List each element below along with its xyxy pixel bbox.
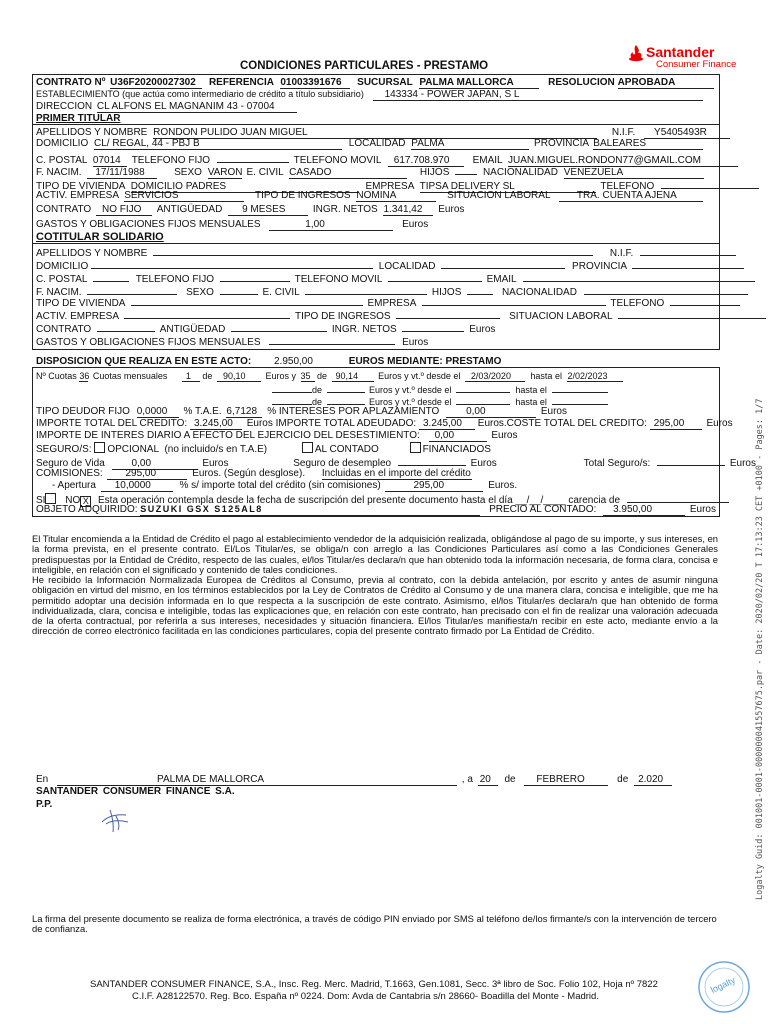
importe-row: IMPORTE TOTAL DEL CREDITO: 3.245,00 Euros IMPORTE TOTAL ADEUDADO: 3.245,00 Euros.COSTE TOTAL DEL CREDITO: 295,00 Euros bbox=[36, 418, 733, 429]
contado-checkbox[interactable] bbox=[302, 442, 313, 453]
disposicion-row: DISPOSICION QUE REALIZA EN ESTE ACTO: 2.950,00 EUROS MEDIANTE: PRESTAMO bbox=[36, 356, 502, 367]
comisiones-row: COMISIONES: 295,00 Euros. (Según desglose). Incluidas en el importe del crédito bbox=[36, 468, 471, 479]
interes-diario-row: IMPORTE DE INTERES DIARIO A EFECTO DEL EJERCICIO DEL DESESTIMIENTO: 0,00 Euros bbox=[36, 430, 518, 441]
opcional-checkbox[interactable] bbox=[94, 442, 105, 453]
cotitular-row-4: F. NACIM. SEXO E. CIVIL HIJOS NACIONALIDAD bbox=[36, 284, 748, 298]
cotitular-row-3: C. POSTAL TELEFONO FIJO TELEFONO MOVIL EMAIL bbox=[36, 271, 755, 285]
body-paragraph-1: El Titular encomienda a la Entidad de Crédito el pago al establecimiento vendedor de la adquisición realizada, obligándose al pago de su importe, y sus intereses, en la forma prevista, en el presente contrato. El/Los Titular/es, se obliga/n con arreglo a las Condiciones Particulares así como a las Condiciones Generales predispuestas por la Entidad de Crédito, respecto de las cuales, el/los Titular/es declara/n que han obtenido toda la información necesaria, de forma clara, concisa e inteligible, en relación con el significado y contenido de tales condiciones. bbox=[32, 533, 718, 575]
cotitular-row-5: TIPO DE VIVIENDA EMPRESA TELEFONO bbox=[36, 295, 740, 309]
page-title: CONDICIONES PARTICULARES - PRESTAMO bbox=[240, 60, 489, 72]
cotitular-heading: COTITULAR SOLIDARIO bbox=[36, 231, 164, 243]
pp-label: P.P. bbox=[36, 799, 53, 810]
seal-text: logalty bbox=[709, 974, 737, 996]
cotitular-row-8: GASTOS Y OBLIGACIONES FIJOS MENSUALES Euros bbox=[36, 334, 428, 348]
brand-logo bbox=[628, 44, 743, 76]
cuotas-row-2: de Euros y vt.º desde el hasta el bbox=[272, 382, 608, 395]
primer-titular-heading: PRIMER TITULAR bbox=[36, 113, 121, 124]
brand-subtitle: Consumer Finance bbox=[656, 59, 737, 70]
handwritten-signature bbox=[96, 806, 136, 834]
titular-row-3: C. POSTAL 07014 TELEFONO FIJO TELEFONO MOVIL 617.708.970 EMAIL JUAN.MIGUEL.RONDON77@GMAIL.COM bbox=[36, 152, 738, 167]
body-paragraph-2: He recibido la Información Normalizada Europea de Créditos al Consumo, previa al contrato, con la debida antelación, por escrito y antes de asumir ninguna obligación en virtud del mismo, en los términos establecidos por la Ley de Contratos de Crédito al Consumo y de una manera clara, concisa e inteligible, que me ha permitido adoptar una decisión informada en lo que respecta a la suscripción de este contrato. Asimismo, el/los Titular/es declara/n que han obtenido de forma individualizada, clara, concisa e inteligible, todas las explicaciones que, en relación con este contrato, han precisado con el fin de realizar una valoración adecuada de la oferta contractual, por referirla a sus intereses, necesidades y situación financiera. El/los Titular/es manifiesta/n recibir en este acto, mediante envío a la dirección de correo electrónico facilitada en las condiciones particulares, copia del presente contrato firmado por La Entidad de Crédito. bbox=[32, 574, 718, 637]
footer-line-1: SANTANDER CONSUMER FINANCE, S.A., Insc. Reg. Merc. Madrid, T.1663, Gen.1081, Secc. 3ª libro de Soc. Folio 102, Hoja nº 7822 bbox=[90, 979, 658, 990]
titular-row-8: GASTOS Y OBLIGACIONES FIJOS MENSUALES 1,00 Euros bbox=[36, 219, 429, 230]
firma-note: La firma del presente documento se realiza de forma electrónica, a través de código PIN enviado por SMS al teléfono de/los firmante/s con la intervención de tercero de confianza. bbox=[32, 913, 717, 935]
place-date-row: En PALMA DE MALLORCA , a 20 de FEBRERO de 2.020 bbox=[36, 774, 672, 786]
direccion-row: DIRECCION CL ALFONS EL MAGNANIM 43 - 07004 bbox=[36, 101, 297, 113]
section-divider bbox=[32, 124, 720, 125]
entity-name: SANTANDER CONSUMER FINANCE S.A. bbox=[36, 786, 235, 797]
cotitular-row-6: ACTIV. EMPRESA TIPO DE INGRESOS SITUACION LABORAL bbox=[36, 308, 766, 322]
titular-row-6: ACTIV. EMPRESA SERVICIOS TIPO DE INGRESOS NOMINA SITUACION LABORAL TRA. CUENTA AJENA bbox=[36, 190, 703, 202]
titular-row-1: APELLIDOS Y NOMBRE RONDON PULIDO JUAN MIGUEL N.I.F. Y5405493R bbox=[36, 127, 730, 139]
cotitular-row-2: DOMICILIO LOCALIDAD PROVINCIA bbox=[36, 258, 744, 272]
brand-name: Santander bbox=[646, 44, 715, 60]
apertura-row: - Apertura 10,0000 % s/ importe total del crédito (sin comisiones) 295,00 Euros. bbox=[52, 480, 518, 491]
section-divider bbox=[32, 243, 720, 244]
santander-flame-icon bbox=[628, 44, 644, 62]
si-checkbox[interactable] bbox=[45, 493, 56, 504]
objeto-row: OBJETO ADQUIRIDO: SUZUKI GSX S125AL8 PRECIO AL CONTADO: 3.950,00 Euros bbox=[36, 504, 716, 515]
titular-row-5: TIPO DE VIVIENDA DOMICILIO PADRES EMPRESA TIPSA DELIVERY SL TELEFONO bbox=[36, 178, 759, 193]
financiados-checkbox[interactable] bbox=[410, 442, 421, 453]
cotitular-row-1: APELLIDOS Y NOMBRE N.I.F. bbox=[36, 245, 736, 259]
titular-row-4: F. NACIM. 17/11/1988 SEXO VARON E. CIVIL CASADO HIJOS NACIONALIDAD VENEZUELA bbox=[36, 164, 704, 179]
seguro-vida-row: Seguro de Vida 0,00 Euros Seguro de desempleo Euros Total Seguro/s: Euros bbox=[36, 455, 756, 470]
carencia-row: SI NO X Esta operación contempla desde la fecha de suscripción del presente documento hasta el día __/__/____ carencia de bbox=[36, 492, 729, 507]
no-checkbox[interactable]: X bbox=[80, 496, 91, 507]
contrato-row: CONTRATO Nº U36F20200027302 REFERENCIA 01003391676 SUCURSAL PALMA MALLORCA RESOLUCION APROBADA bbox=[36, 77, 714, 89]
tipo-row: TIPO DEUDOR FIJO 0,0000 % T.A.E. 6,7128 % INTERESES POR APLAZAMIENTO 0,00 Euros bbox=[36, 406, 567, 417]
logalty-seal bbox=[697, 960, 751, 1014]
cotitular-row-7: CONTRATO ANTIGÜEDAD INGR. NETOS Euros bbox=[36, 321, 495, 335]
titular-row-7: CONTRATO NO FIJO ANTIGÜEDAD 9 MESES INGR. NETOS 1.341,42 Euros bbox=[36, 204, 465, 215]
seguro-row: SEGURO/S: OPCIONAL (no incluido/s en T.A.E) AL CONTADO FINANCIADOS bbox=[36, 444, 491, 455]
cuotas-row-1: Nº Cuotas 36 Cuotas mensuales 1 de 90,10 Euros y 35 de 90,14 Euros y vt.º desde el 2/03/2020 hasta el 2/02/2023 bbox=[36, 371, 623, 382]
cuotas-row-3: de Euros y vt.º desde el hasta el bbox=[272, 394, 608, 407]
footer-line-2: C.I.F. A28122570. Reg. Bco. España nº 0224. Dom: Avda de Cantabria s/n 28660- Boadilla del Monte - Madrid. bbox=[132, 991, 599, 1002]
establecimiento-row: ESTABLECIMIENTO (que actúa como intermediario de crédito a título subsidiario) 143334 - POWER JAPAN, S L bbox=[36, 89, 703, 101]
titular-row-2: DOMICILIO CL/ REGAL, 44 - PBJ B LOCALIDAD PALMA PROVINCIA BALEARES bbox=[36, 138, 703, 150]
logalty-side-stamp: Logalty Guid: 001001-0001-000000041557675.par - Date: 2020/02/20 T 17:13:23 CET +0100 - Pages: 1/7 bbox=[755, 398, 765, 900]
